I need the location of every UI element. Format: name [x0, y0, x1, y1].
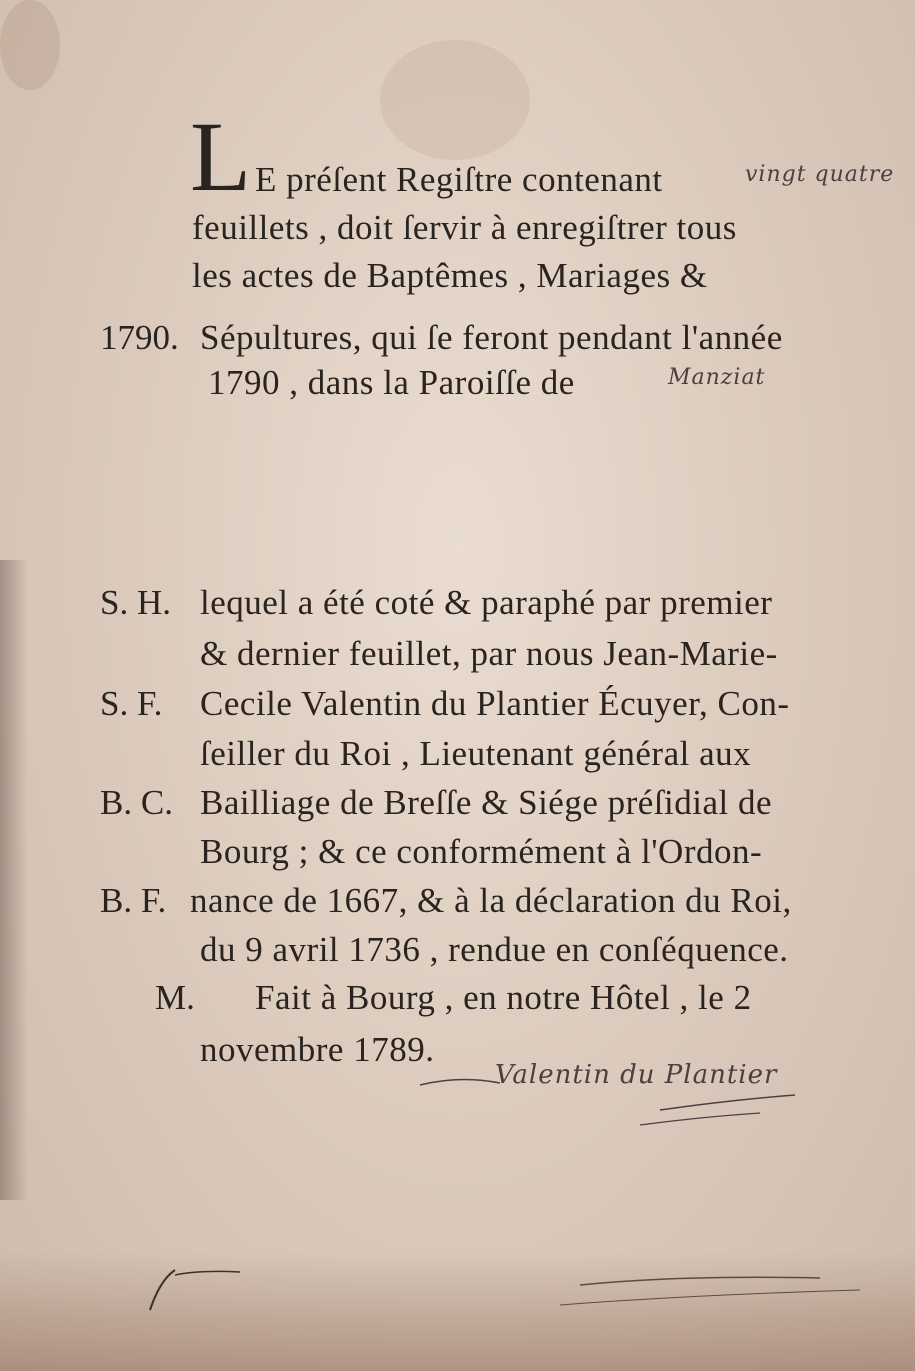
handwritten-leaf-count: vingt quatre — [745, 162, 895, 187]
margin-label-bc: B. C. — [100, 783, 173, 822]
body-line-6: Bourg ; & ce conformément à l'Ordon- — [200, 832, 763, 871]
body-line-2: & dernier feuillet, par nous Jean-Marie- — [200, 634, 778, 673]
header-line-2: feuillets , doit ſervir à enregiſtrer tous — [192, 208, 737, 247]
header-line-1: E préſent Regiſtre contenant — [255, 160, 663, 199]
bottom-scribble — [0, 1250, 915, 1370]
body-line-4: ſeiller du Roi , Lieutenant général aux — [200, 734, 752, 773]
margin-label-m: M. — [155, 978, 195, 1017]
margin-label-sh: S. H. — [100, 583, 171, 622]
body-line-7: nance de 1667, & à la déclaration du Roi, — [190, 881, 792, 920]
signature-flourish — [400, 1055, 820, 1135]
margin-year: 1790. — [100, 318, 179, 357]
stain-top-left — [0, 0, 60, 90]
drop-cap: L — [190, 101, 252, 212]
stain-top — [380, 40, 530, 160]
body-line-9: Fait à Bourg , en notre Hôtel , le 2 — [255, 978, 752, 1017]
body-line-1: lequel a été coté & paraphé par premier — [200, 583, 773, 622]
header-line-4: Sépultures, qui ſe feront pendant l'année — [200, 318, 783, 357]
handwritten-parish: Manziat — [668, 365, 766, 390]
body-line-3: Cecile Valentin du Plantier Écuyer, Con- — [200, 684, 790, 723]
header-line-3: les actes de Baptêmes , Mariages & — [192, 256, 708, 295]
body-line-8: du 9 avril 1736 , rendue en conſéquence. — [200, 930, 789, 969]
margin-label-sf: S. F. — [100, 684, 163, 723]
body-line-10: novembre 1789. — [200, 1030, 435, 1069]
header-line-5: 1790 , dans la Paroiſſe de — [208, 363, 575, 402]
body-line-5: Bailliage de Breſſe & Siége préſidial de — [200, 783, 773, 822]
margin-label-bf: B. F. — [100, 881, 167, 920]
worn-left-edge — [0, 560, 28, 1200]
signature: Valentin du Plantier — [495, 1060, 778, 1090]
